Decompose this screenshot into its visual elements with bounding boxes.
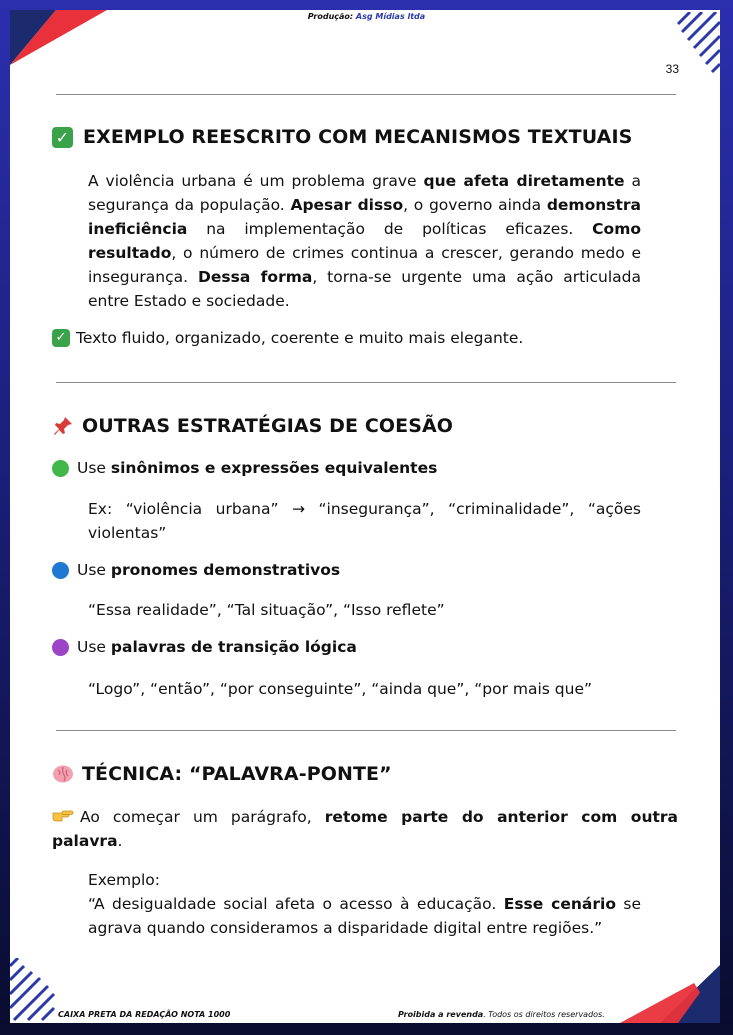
note-line (52, 329, 523, 347)
divider (56, 382, 676, 383)
strategy-item (52, 638, 357, 656)
bottom-right-corner-decoration (620, 965, 720, 1023)
page-number: 33 (665, 62, 679, 76)
section-heading-technique (52, 763, 392, 785)
text-run: “A desigualdade social afeta o acesso à educação. (88, 895, 504, 913)
text-run: na implementação de políticas eficazes. (187, 220, 593, 238)
text-run: , o número de crimes continua a crescer, gerando medo e insegurança. (88, 244, 641, 286)
bold-text: Como resultado (88, 220, 641, 262)
strategy-prefix: Use (77, 459, 111, 477)
footer-rights-rest: . Todos os direitos reservados. (483, 1010, 605, 1019)
producer-credit (0, 12, 733, 21)
rewritten-paragraph (88, 169, 641, 313)
producer-name: Asg Mídias ltda (355, 12, 426, 21)
divider (56, 730, 676, 731)
section-title: OUTRAS ESTRATÉGIAS DE COESÃO (82, 415, 454, 437)
strategy-prefix: Use (77, 638, 111, 656)
bottom-left-stripes-decoration (10, 958, 56, 1024)
strategy-example: Ex: “violência urbana” → “insegurança”, “criminalidade”, “ações violentas” (88, 500, 641, 542)
purple-circle-icon (52, 639, 69, 656)
text-run: Ao começar um parágrafo, (80, 808, 325, 826)
text-run: se agrava quando consideramos a disparidade digital entre regiões.” (88, 895, 642, 937)
text-run: a segurança da população. (88, 172, 641, 214)
pointing-hand-icon (52, 805, 74, 829)
producer-label: Produção: (307, 12, 356, 21)
brain-icon (52, 763, 74, 785)
text-run: A violência urbana é um problema grave (88, 172, 424, 190)
technique-intro (52, 805, 678, 853)
top-right-stripes-decoration (676, 12, 722, 76)
footer-book-title: CAIXA PRETA DA REDAÇÃO NOTA 1000 (58, 1010, 231, 1019)
text-run: , o governo ainda (403, 196, 547, 214)
footer-rights (398, 1010, 605, 1019)
section-heading-example (52, 126, 632, 148)
technique-intro-text (52, 808, 678, 850)
note-text: Texto fluido, organizado, coerente e muito mais elegante. (76, 329, 524, 347)
bold-text: Esse cenário (503, 895, 616, 913)
footer-rights-bold: Proibida a revenda (398, 1010, 484, 1019)
strategy-example: “Essa realidade”, “Tal situação”, “Isso reflete” (88, 601, 445, 619)
technique-example (88, 892, 641, 940)
strategy-item (52, 561, 340, 579)
check-mark-button-icon: ✓ (52, 329, 70, 347)
green-circle-icon (52, 460, 69, 477)
section-title: EXEMPLO REESCRITO COM MECANISMOS TEXTUAIS (83, 126, 633, 148)
bold-text: demonstra ineficiência (88, 196, 641, 238)
bold-text: Dessa forma (197, 268, 313, 286)
bold-text: que afeta diretamente (423, 172, 625, 190)
divider (56, 94, 676, 95)
pushpin-icon (52, 415, 74, 437)
check-mark-button-icon: ✓ (52, 127, 73, 148)
bold-text: Apesar disso (290, 196, 404, 214)
strategy-label: sinônimos e expressões equivalentes (110, 459, 438, 477)
text-run: , torna-se urgente uma ação articulada entre Estado e sociedade. (88, 268, 641, 310)
example-label: Exemplo: (88, 871, 160, 889)
bold-text: retome parte do anterior com outra palavra (52, 808, 678, 850)
strategy-example: “Logo”, “então”, “por conseguinte”, “ainda que”, “por mais que” (88, 680, 593, 698)
section-title: TÉCNICA: “PALAVRA-PONTE” (82, 763, 392, 785)
strategy-prefix: Use (77, 561, 111, 579)
strategy-item (52, 459, 437, 477)
blue-circle-icon (52, 562, 69, 579)
text-run: . (117, 832, 123, 850)
section-heading-strategies (52, 415, 453, 437)
strategy-label: pronomes demonstrativos (110, 561, 341, 579)
strategy-label: palavras de transição lógica (110, 638, 357, 656)
